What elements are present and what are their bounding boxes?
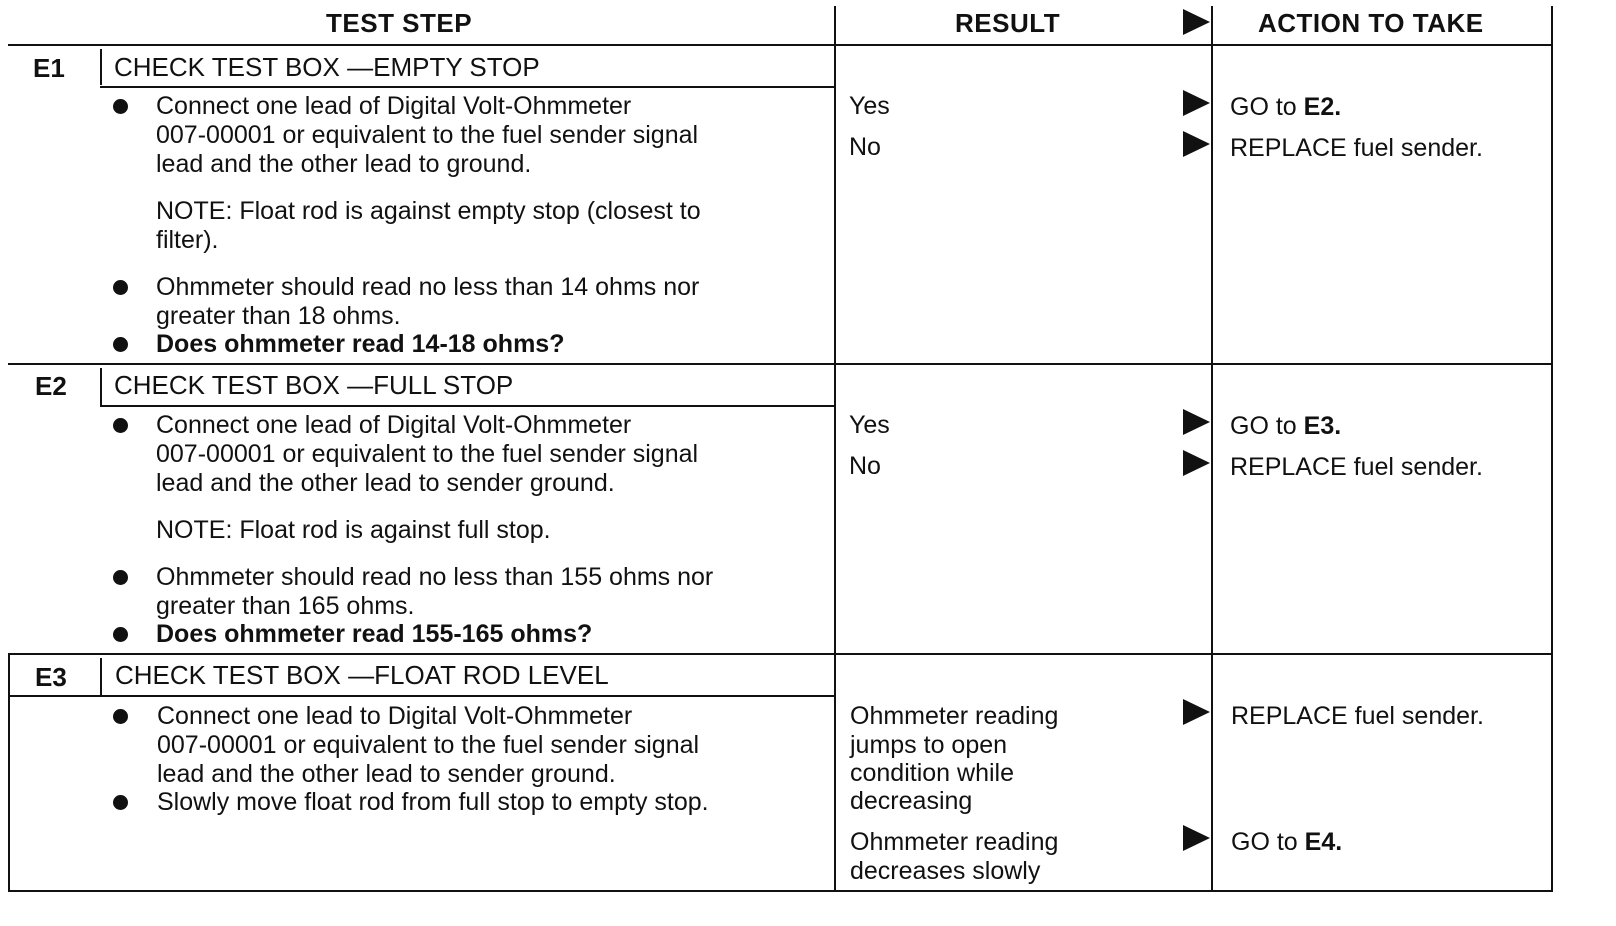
e2-bullet1-line3: lead and the other lead to sender ground. <box>156 469 615 497</box>
e2-result-yes: Yes <box>849 411 890 439</box>
table-left-border <box>8 655 10 892</box>
column-divider-result <box>834 6 836 892</box>
table-bottom-border <box>8 890 1553 892</box>
e3-result2-line2: decreases slowly <box>850 857 1041 885</box>
header-test-step: TEST STEP <box>326 8 473 38</box>
step-e2-id-divider <box>100 368 102 406</box>
e1-result-yes: Yes <box>849 92 890 120</box>
step-divider-e1-e2 <box>8 363 1553 365</box>
e2-action-yes: GO to E3. <box>1230 412 1342 440</box>
step-e3-title-underline <box>8 695 835 697</box>
e1-note-line2: filter). <box>156 226 219 254</box>
bullet-icon <box>113 795 128 810</box>
e3-bullet1-line3: lead and the other lead to sender ground. <box>157 760 616 788</box>
e3-result1-line4: decreasing <box>850 787 973 815</box>
e3-result2-line1: Ohmmeter reading <box>850 828 1059 856</box>
e2-question: Does ohmmeter read 155-165 ohms? <box>156 620 593 648</box>
e3-action2: GO to E4. <box>1231 828 1343 856</box>
arrow-right-icon <box>1183 450 1210 476</box>
bullet-icon <box>113 709 128 724</box>
e1-bullet2-line2: greater than 18 ohms. <box>156 302 401 330</box>
arrow-right-icon <box>1183 699 1210 725</box>
bullet-icon <box>113 99 128 114</box>
e3-bullet1-line2: 007-00001 or equivalent to the fuel sender signal <box>157 731 700 759</box>
column-divider-action <box>1211 6 1213 892</box>
e3-action1: REPLACE fuel sender. <box>1231 702 1484 730</box>
table-right-border <box>1551 6 1553 892</box>
step-divider-e2-e3 <box>8 653 1553 655</box>
arrow-right-icon <box>1183 90 1210 116</box>
e3-result1-line3: condition while <box>850 759 1014 787</box>
header-result: RESULT <box>955 8 1061 38</box>
step-e1-title: CHECK TEST BOX —EMPTY STOP <box>114 52 540 82</box>
header-divider <box>8 44 1552 46</box>
e1-note-line1: NOTE: Float rod is against empty stop (closest to <box>156 197 701 225</box>
e3-bullet1-line1: Connect one lead to Digital Volt-Ohmmeter <box>157 702 633 730</box>
e1-action-no: REPLACE fuel sender. <box>1230 134 1483 162</box>
e2-bullet2-line1: Ohmmeter should read no less than 155 ohms nor <box>156 563 714 591</box>
arrow-right-icon <box>1183 825 1210 851</box>
arrow-right-icon <box>1183 409 1210 435</box>
step-e3-id-divider <box>100 658 102 696</box>
step-id-e1: E1 <box>33 53 65 83</box>
e2-bullet1-line2: 007-00001 or equivalent to the fuel sender signal <box>156 440 699 468</box>
e3-result1-line1: Ohmmeter reading <box>850 702 1059 730</box>
e1-bullet2-line1: Ohmmeter should read no less than 14 ohms nor <box>156 273 700 301</box>
bullet-icon <box>113 337 128 352</box>
arrow-right-icon <box>1183 131 1210 157</box>
e2-bullet1-line1: Connect one lead of Digital Volt-Ohmmeter <box>156 411 632 439</box>
step-e2-title: CHECK TEST BOX —FULL STOP <box>114 370 514 400</box>
step-e3-title: CHECK TEST BOX —FLOAT ROD LEVEL <box>115 660 609 690</box>
e2-note-line1: NOTE: Float rod is against full stop. <box>156 516 551 544</box>
e1-bullet1-line2: 007-00001 or equivalent to the fuel sender signal <box>156 121 699 149</box>
step-e1-title-underline <box>100 86 835 88</box>
e1-bullet1-line3: lead and the other lead to ground. <box>156 150 532 178</box>
header-action: ACTION TO TAKE <box>1258 8 1484 38</box>
step-e1-id-divider <box>100 49 102 85</box>
header-arrow-icon <box>1183 9 1210 35</box>
e1-action-yes: GO to E2. <box>1230 93 1342 121</box>
bullet-icon <box>113 418 128 433</box>
e1-result-no: No <box>849 133 881 161</box>
bullet-icon <box>113 627 128 642</box>
e2-bullet2-line2: greater than 165 ohms. <box>156 592 415 620</box>
e3-bullet2-line1: Slowly move float rod from full stop to empty stop. <box>157 788 709 816</box>
e2-action-no: REPLACE fuel sender. <box>1230 453 1483 481</box>
step-id-e3: E3 <box>35 662 67 692</box>
bullet-icon <box>113 570 128 585</box>
step-id-e2: E2 <box>35 371 67 401</box>
bullet-icon <box>113 280 128 295</box>
e1-bullet1-line1: Connect one lead of Digital Volt-Ohmmeter <box>156 92 632 120</box>
step-e2-title-underline <box>100 405 835 407</box>
e1-question: Does ohmmeter read 14-18 ohms? <box>156 330 565 358</box>
e3-result1-line2: jumps to open <box>850 731 1008 759</box>
e2-result-no: No <box>849 452 881 480</box>
